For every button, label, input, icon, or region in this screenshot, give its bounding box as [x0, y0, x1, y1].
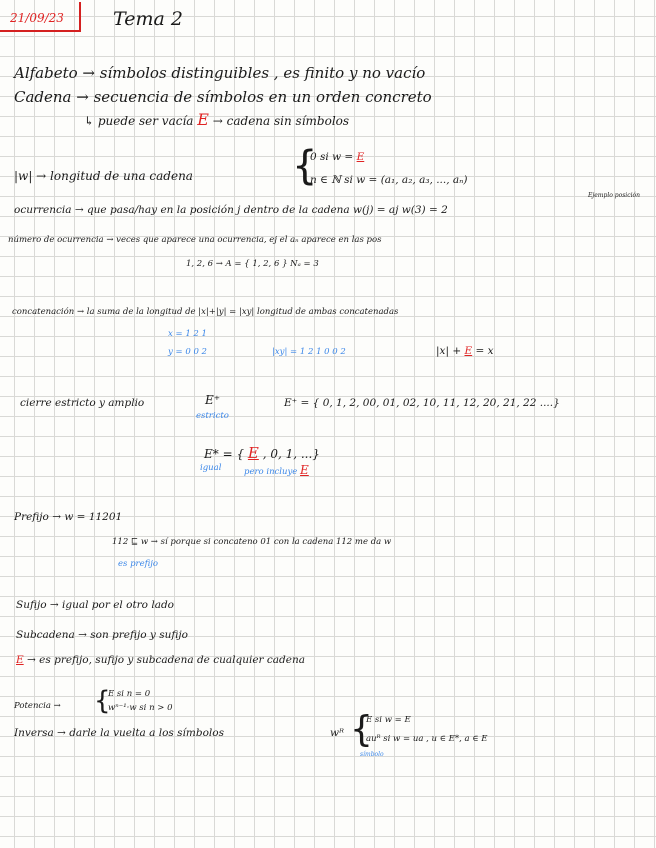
- line-cierre: cierre estricto y amplio: [20, 397, 145, 409]
- longitud-case2: n ∈ ℕ si w = (a₁, a₂, a₃, ..., aₙ): [310, 174, 468, 186]
- line-subcadena: Subcadena → son prefijo y sufijo: [16, 629, 188, 641]
- brace-longitud: {: [292, 143, 318, 189]
- longitud-case1: 0 si w = E: [310, 151, 365, 163]
- line-sufijo: Sufijo → igual por el otro lado: [16, 599, 174, 611]
- line-prefijo: Prefijo → w = 11201: [14, 511, 123, 523]
- cierre-star: E* = { E , 0, 1, ...}: [204, 444, 320, 462]
- date-label: 21/09/23: [10, 11, 64, 25]
- inversa-simbolo: símbolo: [360, 751, 384, 758]
- prefijo-example: 112 ⊑ w → sí porque si concateno 01 con la cadena 112 me da w: [112, 537, 392, 547]
- brace-potencia: {: [94, 686, 111, 716]
- concat-x: x = 1 2 1: [168, 329, 207, 339]
- inversa-case1: E si w = E: [366, 715, 411, 725]
- line-concatenacion: concatenación → la suma de la longitud de |x|+|y| = |xy| longitud de ambas concatenadas: [12, 307, 399, 317]
- ocurrencia-note: Ejemplo posición: [588, 192, 640, 199]
- concat-xy: |xy| = 1 2 1 0 0 2: [272, 347, 346, 357]
- line-epsilon: E → es prefijo, sufijo y subcadena de cualquier cadena: [16, 654, 305, 666]
- cierre-pero: pero incluye E: [244, 463, 309, 477]
- line-cadena: Cadena → secuencia de símbolos en un orden concreto: [14, 88, 432, 106]
- brace-inversa: {: [350, 709, 373, 750]
- concat-rule: |x| + E = x: [436, 345, 494, 357]
- cierre-estricto: estricto: [196, 411, 229, 421]
- line-longitud: |w| → longitud de una cadena: [14, 169, 193, 183]
- prefijo-es: es prefijo: [118, 559, 159, 569]
- concat-y: y = 0 0 2: [168, 347, 207, 357]
- line-numero-ocurrencia-2: 1, 2, 6 → A = { 1, 2, 6 } Nₐ = 3: [186, 259, 319, 269]
- inversa-wr: wᴿ: [330, 727, 344, 739]
- line-inversa: Inversa → darle la vuelta a los símbolos: [14, 727, 224, 739]
- line-ocurrencia: ocurrencia → que pasa/hay en la posición j dentro de la cadena w(j) = aj w(3) = 2: [14, 204, 448, 216]
- inversa-case2: auᴿ si w = ua , u ∈ E*, a ∈ E: [366, 734, 488, 744]
- page-title: Tema 2: [113, 8, 183, 30]
- line-alfabeto: Alfabeto → símbolos distinguibles , es finito y no vacío: [14, 64, 426, 82]
- potencia-case2: wⁿ⁻¹·w si n > 0: [108, 703, 173, 713]
- cierre-eps-plus: E⁺: [205, 393, 221, 407]
- line-cadena-vacia: ↳ puede ser vacía E → cadena sin símbolos: [84, 110, 350, 129]
- line-potencia: Potencia →: [14, 701, 61, 711]
- cierre-igual: igual: [200, 463, 222, 473]
- potencia-case1: E si n = 0: [108, 689, 151, 699]
- cierre-set: E⁺ = { 0, 1, 2, 00, 01, 02, 10, 11, 12, 20, 21, 22 ....}: [284, 397, 560, 409]
- line-numero-ocurrencia: número de ocurrencia → veces que aparece una ocurrencia, ej el aₙ aparece en las pos: [8, 235, 382, 245]
